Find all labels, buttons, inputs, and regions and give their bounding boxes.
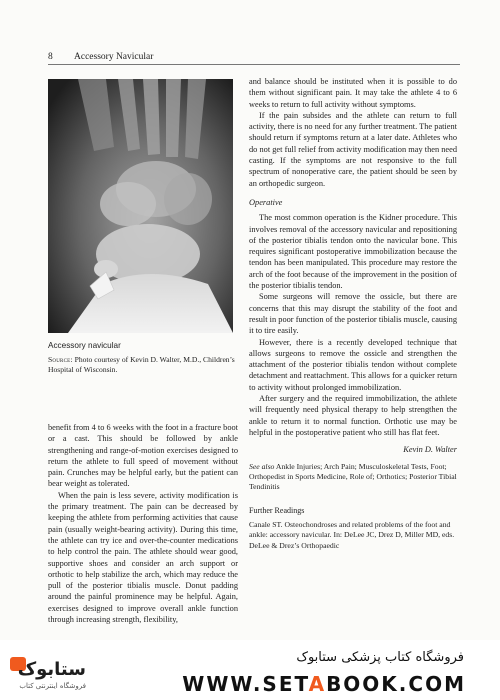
store-name: فروشگاه کتاب پزشکی ستابوک xyxy=(296,650,464,665)
body-paragraph: benefit from 4 to 6 weeks with the foot in a fracture boot or a cast. This should be followed by ankle strengthening and range-of-motion exercises designed to return the athlete to full speed of movement without pain. Crunches may be helpful early, but the patient can bear weight as tolerated. xyxy=(48,423,238,489)
running-title: Accessory Navicular xyxy=(74,52,154,62)
see-also-label: See also xyxy=(249,461,275,471)
store-url[interactable] xyxy=(182,672,466,696)
figure-caption: Accessory navicular xyxy=(48,341,121,350)
left-column xyxy=(48,422,238,625)
author-signature: Kevin D. Walter xyxy=(403,445,457,455)
logo-subtext: فروشگاه اینترنتی کتاب xyxy=(19,682,86,690)
logo-text: ستابوک xyxy=(17,659,86,680)
source-text: Photo courtesy of Kevin D. Walter, M.D., Children’s Hospital of Wisconsin. xyxy=(48,355,235,374)
further-reading-entry: Canale ST. Osteochondroses and related problems of the foot and ankle: accessory navicular. In: DeLee JC, Drez D, Miller MD, eds. DeLee & Drez’s Orthopaedic xyxy=(249,520,455,550)
figure-source xyxy=(48,355,240,375)
body-paragraph: However, there is a recently developed technique that allows surgeons to remove the ossicle and strengthen the attachment of the posterior tibialis tendon without complete detachment and reattachment. This allows for a quicker return to activity without prolonged immobilization. xyxy=(249,337,457,392)
see-also-text: Ankle Injuries; Arch Pain; Musculoskeletal Tests, Foot; Orthopedist in Sports Medicine, Role of; Orthotics; Posterior Tibial Tendinitis xyxy=(249,461,457,492)
body-paragraph: Some surgeons will remove the ossicle, but there are concerns that this may disrupt the stability of the foot and result in poor function of the posterior tibialis muscle, causing it to tire easily. xyxy=(249,292,457,336)
body-paragraph: The most common operation is the Kidner procedure. This involves removal of the accessory navicular and repositioning of the posterior tibialis tendon onto the navicular bone. This requires significant postoperative immobilization because the tendon has been manipulated. This procedure may restore the arch of the foot because of the improvement in the position of the posterior tibialis tendon. xyxy=(249,213,457,291)
section-subheading: Operative xyxy=(249,197,283,207)
right-column xyxy=(249,76,457,551)
body-paragraph: After surgery and the required immobilization, the athlete will frequently need physical therapy to help strengthen the ankle to return it to normal function. Orthotic use may be helpful in the postoperative patient who still has flat feet. xyxy=(249,394,457,437)
url-accent: A xyxy=(308,672,327,696)
running-header xyxy=(48,50,460,65)
url-part-1: WWW.SET xyxy=(182,672,309,696)
source-label: Source: xyxy=(48,355,73,364)
see-also xyxy=(249,462,457,493)
further-readings-heading: Further Readings xyxy=(249,505,305,515)
page-number: 8 xyxy=(48,52,53,62)
body-paragraph: and balance should be instituted when it is possible to do them without significant pain. It may take the athlete 4 to 6 weeks to return to full activity without symptoms. xyxy=(249,77,457,109)
url-part-2: BOOK.COM xyxy=(326,672,466,696)
setabook-logo[interactable] xyxy=(8,653,90,693)
xray-image xyxy=(48,79,233,333)
body-paragraph: When the pain is less severe, activity modification is the primary treatment. The pain can be decreased by keeping the athlete from performing activities that cause pain (usually weight-bearing activity). During this time, the athlete can try ice and over-the-counter medications to help control the pain. The athlete should wear good, supportive shoes and consider an arch support or orthotic to help stabilize the arch, which may reduce the pull of the posterior tibialis muscle. Donut padding around the painful prominence may be helpful. Again, exercises designed to improve overall ankle function through increasing strength, flexibility, xyxy=(48,490,238,625)
body-paragraph: If the pain subsides and the athlete can return to full activity, there is no need for any further treatment. The patient should return if symptoms return at a later date. Athletes who do not get full relief from activity modification may then need casting. If the symptoms are not responsive to the full spectrum of nonoperative care, the patient should be seen by an orthopedic surgeon. xyxy=(249,110,457,188)
